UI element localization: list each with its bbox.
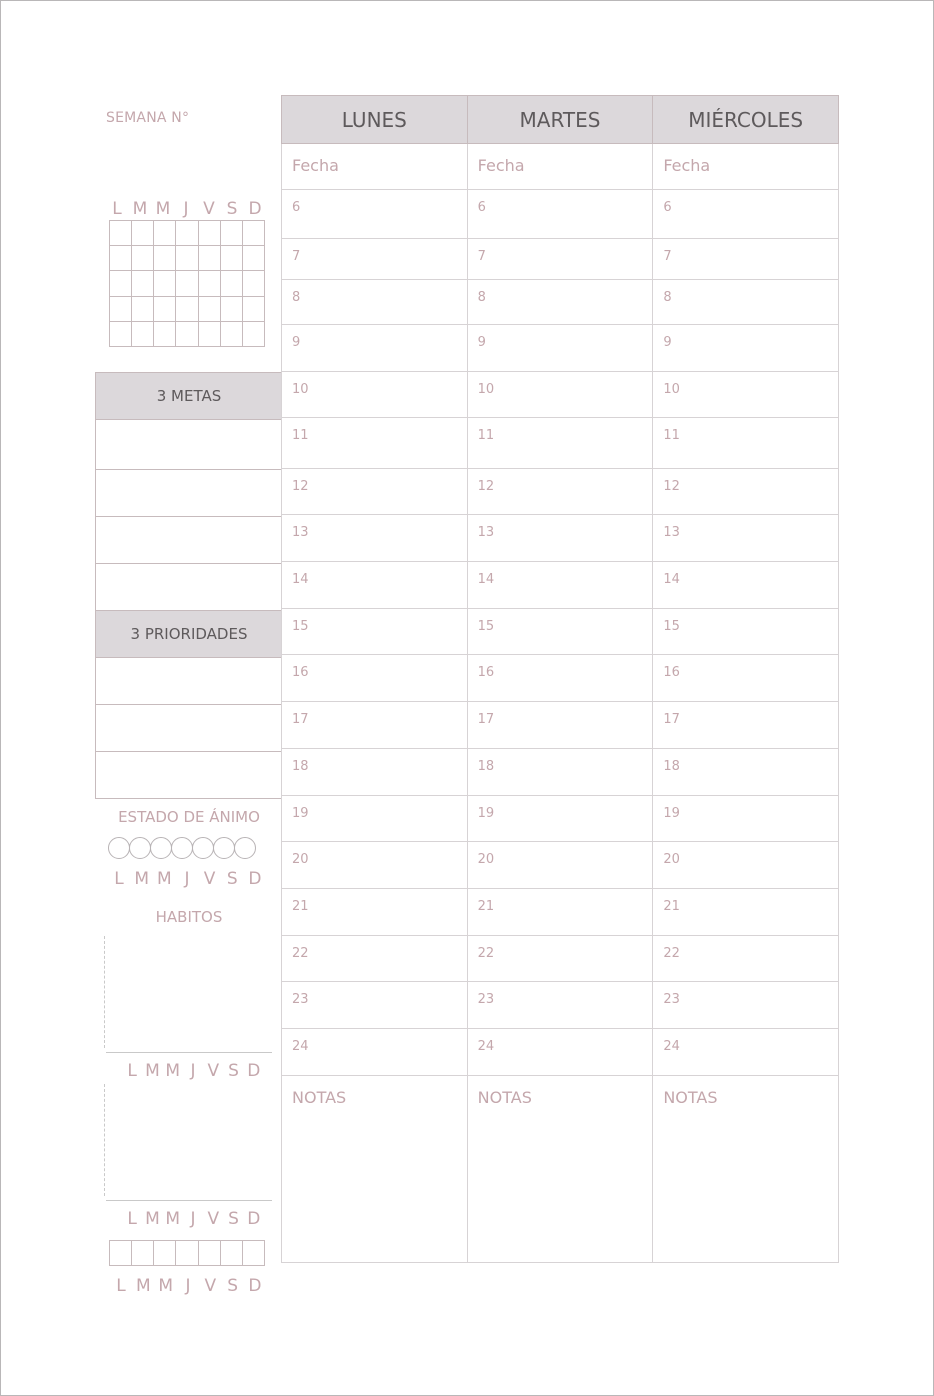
mini-calendar-cell[interactable] <box>154 297 176 322</box>
goal-line[interactable] <box>96 420 282 470</box>
hour-label: 16 <box>663 665 680 680</box>
weekday-letter: D <box>248 869 262 889</box>
hour-label: 11 <box>292 428 309 443</box>
hour-row <box>282 469 839 515</box>
habit-chart-y-axis <box>104 1084 105 1196</box>
date-cell[interactable] <box>653 144 839 190</box>
hour-label: 13 <box>663 525 680 540</box>
hour-label: 23 <box>477 992 495 1007</box>
mini-calendar-cell[interactable] <box>132 297 154 322</box>
hour-label: 17 <box>477 712 495 727</box>
hour-row <box>282 796 839 842</box>
mini-calendar-cell[interactable] <box>154 322 176 347</box>
hour-row <box>282 889 839 936</box>
hour-row <box>282 515 839 562</box>
day-header-row <box>282 96 839 144</box>
habit-day-box[interactable] <box>199 1241 221 1265</box>
notes-label: NOTAS <box>477 1088 532 1107</box>
weekday-letter: V <box>207 1061 220 1081</box>
date-label: Fecha <box>663 156 711 175</box>
hour-slot[interactable] <box>282 655 468 702</box>
hour-row <box>282 190 839 239</box>
hour-slot[interactable] <box>282 469 468 515</box>
hour-slot[interactable] <box>467 562 653 609</box>
hour-label: 20 <box>663 852 680 867</box>
mini-calendar-cell[interactable] <box>199 322 221 347</box>
weekday-letter: J <box>190 1061 196 1081</box>
hour-slot[interactable] <box>282 562 468 609</box>
hour-label: 13 <box>292 525 309 540</box>
hour-label: 21 <box>663 899 680 914</box>
mood-weekday-letters <box>108 869 266 889</box>
mood-circle[interactable] <box>150 837 172 859</box>
hour-label: 8 <box>663 290 672 305</box>
weekday-letter: J <box>185 1276 191 1296</box>
hour-row <box>282 749 839 796</box>
weekday-letter: S <box>226 199 238 219</box>
goals-section <box>95 372 282 611</box>
notes-label: NOTAS <box>663 1088 718 1107</box>
mini-calendar-cell[interactable] <box>110 221 132 246</box>
hour-label: 23 <box>292 992 309 1007</box>
weekday-letter: S <box>228 1061 239 1081</box>
notes-label: NOTAS <box>292 1088 347 1107</box>
weekday-letter: L <box>127 1061 137 1081</box>
hour-slot[interactable] <box>653 469 839 515</box>
hour-slot[interactable] <box>653 239 839 280</box>
mini-calendar-cell[interactable] <box>243 221 265 246</box>
hour-slot[interactable] <box>653 562 839 609</box>
hour-slot[interactable] <box>282 609 468 655</box>
hour-row <box>282 325 839 372</box>
mini-calendar-cell[interactable] <box>132 322 154 347</box>
hour-label: 24 <box>663 1039 680 1054</box>
hour-label: 8 <box>477 290 486 305</box>
day-header-tuesday: MARTES <box>467 96 653 144</box>
priorities-section <box>95 610 282 799</box>
hour-label: 10 <box>477 382 495 397</box>
hour-label: 14 <box>292 572 309 587</box>
weekday-letter: S <box>226 869 238 889</box>
hour-slot[interactable] <box>282 889 468 936</box>
date-label: Fecha <box>292 156 339 175</box>
day-header-monday: LUNES <box>282 96 468 144</box>
hour-slot[interactable] <box>467 889 653 936</box>
weekday-letter: D <box>248 199 262 219</box>
habit-chart-y-axis <box>104 936 105 1048</box>
hour-label: 12 <box>477 479 495 494</box>
weekday-letter: J <box>190 1209 196 1229</box>
hour-label: 16 <box>477 665 495 680</box>
hour-label: 12 <box>292 479 309 494</box>
hour-label: 19 <box>663 806 680 821</box>
hour-label: 10 <box>292 382 309 397</box>
hour-label: 18 <box>663 759 680 774</box>
weekday-letter: D <box>247 1061 261 1081</box>
goal-line[interactable] <box>96 564 282 611</box>
hour-label: 22 <box>292 946 309 961</box>
mini-calendar-cell[interactable] <box>132 271 154 296</box>
hour-label: 8 <box>292 290 301 305</box>
mini-calendar-cell[interactable] <box>221 297 243 322</box>
mini-calendar-cell[interactable] <box>110 297 132 322</box>
hour-label: 9 <box>477 335 486 350</box>
hour-row <box>282 702 839 749</box>
hour-label: 18 <box>477 759 495 774</box>
mood-title: ESTADO DE ÁNIMO <box>118 808 260 826</box>
hour-label: 6 <box>663 200 672 215</box>
weekday-letter: V <box>207 1209 220 1229</box>
mini-calendar-cell[interactable] <box>199 271 221 296</box>
weekday-letter: J <box>184 869 190 889</box>
hour-slot[interactable] <box>467 702 653 749</box>
weekday-letter: M <box>145 1061 160 1081</box>
hour-label: 22 <box>663 946 680 961</box>
habits-title: HABITOS <box>155 908 223 926</box>
mini-calendar-cell[interactable] <box>176 297 198 322</box>
hour-row <box>282 609 839 655</box>
hour-slot[interactable] <box>653 796 839 842</box>
hour-slot[interactable] <box>653 372 839 418</box>
hour-slot[interactable] <box>653 280 839 325</box>
mood-circle[interactable] <box>192 837 214 859</box>
mini-calendar-cell[interactable] <box>221 322 243 347</box>
hour-label: 15 <box>477 619 495 634</box>
hour-slot[interactable] <box>467 372 653 418</box>
hour-label: 19 <box>292 806 309 821</box>
hour-slot[interactable] <box>467 655 653 702</box>
weekday-letter: M <box>165 1061 181 1081</box>
habit-chart-weekday-letters <box>122 1061 264 1081</box>
weekday-letter: M <box>155 199 171 219</box>
hour-label: 17 <box>663 712 680 727</box>
day-header-wednesday: MIÉRCOLES <box>653 96 839 144</box>
hour-slot[interactable] <box>653 655 839 702</box>
hour-slot[interactable] <box>653 842 839 889</box>
hour-label: 21 <box>292 899 309 914</box>
hour-slot[interactable] <box>282 515 468 562</box>
notes-row <box>282 1076 839 1263</box>
hour-label: 12 <box>663 479 680 494</box>
hour-slot[interactable] <box>653 609 839 655</box>
hour-slot[interactable] <box>282 842 468 889</box>
hour-label: 7 <box>292 249 301 264</box>
hour-label: 21 <box>477 899 495 914</box>
mini-calendar-cell[interactable] <box>243 322 265 347</box>
hour-slot[interactable] <box>653 325 839 372</box>
calendar-weekday-letters <box>106 199 266 219</box>
mini-calendar-cell[interactable] <box>154 271 176 296</box>
date-cell[interactable] <box>282 144 468 190</box>
hour-label: 24 <box>292 1039 309 1054</box>
mood-circle[interactable] <box>108 837 130 859</box>
mini-calendar-cell[interactable] <box>243 297 265 322</box>
weekday-letter: V <box>203 869 216 889</box>
date-cell[interactable] <box>467 144 653 190</box>
mood-circle[interactable] <box>234 837 256 859</box>
mini-calendar-cell[interactable] <box>221 271 243 296</box>
mini-calendar-cell[interactable] <box>243 246 265 271</box>
hour-slot[interactable] <box>282 1029 468 1076</box>
goal-line[interactable] <box>96 470 282 517</box>
hour-label: 20 <box>477 852 495 867</box>
hour-label: 15 <box>663 619 680 634</box>
weekday-letter: L <box>116 1276 126 1296</box>
mini-calendar-cell[interactable] <box>132 221 154 246</box>
weekday-letter: M <box>134 869 149 889</box>
habit-chart-x-axis <box>106 1052 272 1053</box>
habit-day-box[interactable] <box>110 1241 132 1265</box>
weekday-letter: L <box>112 199 122 219</box>
date-label: Fecha <box>477 156 525 175</box>
hour-row <box>282 842 839 889</box>
habit-day-box[interactable] <box>176 1241 198 1265</box>
weekday-letter: M <box>165 1209 181 1229</box>
hour-slot[interactable] <box>467 796 653 842</box>
hour-row <box>282 418 839 469</box>
daily-schedule-table <box>281 95 839 1263</box>
hour-label: 18 <box>292 759 309 774</box>
hour-row <box>282 372 839 418</box>
hour-label: 11 <box>663 428 680 443</box>
mood-circles <box>108 837 255 859</box>
mood-circle[interactable] <box>171 837 193 859</box>
hour-slot[interactable] <box>282 749 468 796</box>
goals-title: 3 METAS <box>96 372 282 420</box>
date-row <box>282 144 839 190</box>
mini-calendar-cell[interactable] <box>110 322 132 347</box>
hour-slot[interactable] <box>282 190 468 239</box>
habit-chart-weekday-letters <box>122 1209 264 1229</box>
goal-line[interactable] <box>96 517 282 564</box>
hour-row <box>282 936 839 982</box>
hour-slot[interactable] <box>467 325 653 372</box>
weekday-letter: S <box>227 1276 239 1296</box>
hour-label: 9 <box>292 335 301 350</box>
hour-slot[interactable] <box>653 702 839 749</box>
habit-chart-x-axis <box>106 1200 272 1201</box>
priority-line[interactable] <box>96 705 282 752</box>
mini-calendar-cell[interactable] <box>199 246 221 271</box>
hour-slot[interactable] <box>653 1029 839 1076</box>
hour-label: 6 <box>477 200 486 215</box>
weekday-letter: M <box>135 1276 151 1296</box>
hour-slot[interactable] <box>467 280 653 325</box>
weekday-letter: J <box>183 199 189 219</box>
hour-slot[interactable] <box>653 515 839 562</box>
hour-slot[interactable] <box>467 609 653 655</box>
weekday-letter: L <box>114 869 124 889</box>
mini-calendar-cell[interactable] <box>110 271 132 296</box>
hour-label: 9 <box>663 335 672 350</box>
hour-slot[interactable] <box>282 702 468 749</box>
hour-slot[interactable] <box>653 936 839 982</box>
hour-slot[interactable] <box>467 936 653 982</box>
hour-slot[interactable] <box>467 842 653 889</box>
hour-slot[interactable] <box>282 325 468 372</box>
hour-slot[interactable] <box>282 796 468 842</box>
hour-label: 6 <box>292 200 301 215</box>
habit-day-box[interactable] <box>221 1241 243 1265</box>
hour-row <box>282 280 839 325</box>
notes-cell[interactable] <box>282 1076 468 1263</box>
mini-calendar-cell[interactable] <box>176 322 198 347</box>
hour-row <box>282 982 839 1029</box>
mini-calendar-cell[interactable] <box>154 221 176 246</box>
hour-slot[interactable] <box>467 469 653 515</box>
weekday-letter: D <box>247 1209 261 1229</box>
hour-label: 14 <box>663 572 680 587</box>
hour-slot[interactable] <box>467 515 653 562</box>
mini-calendar-cell[interactable] <box>176 271 198 296</box>
mini-calendar-cell[interactable] <box>199 221 221 246</box>
hour-slot[interactable] <box>282 280 468 325</box>
weekday-letter: L <box>127 1209 137 1229</box>
hour-label: 7 <box>663 249 672 264</box>
mini-calendar-cell[interactable] <box>176 221 198 246</box>
hour-label: 7 <box>477 249 486 264</box>
mini-calendar-cell[interactable] <box>176 246 198 271</box>
hour-slot[interactable] <box>282 936 468 982</box>
hour-label: 23 <box>663 992 680 1007</box>
hour-slot[interactable] <box>653 982 839 1029</box>
mini-calendar-cell[interactable] <box>221 221 243 246</box>
mini-calendar-cell[interactable] <box>132 246 154 271</box>
hour-row <box>282 239 839 280</box>
hour-label: 10 <box>663 382 680 397</box>
weekday-letter: V <box>204 1276 217 1296</box>
habit-day-box[interactable] <box>154 1241 176 1265</box>
hour-slot[interactable] <box>653 889 839 936</box>
habit-day-box[interactable] <box>132 1241 154 1265</box>
hour-label: 22 <box>477 946 495 961</box>
hour-slot[interactable] <box>467 1029 653 1076</box>
weekday-letter: M <box>158 1276 173 1296</box>
priority-line[interactable] <box>96 658 282 705</box>
hour-label: 15 <box>292 619 309 634</box>
hour-row <box>282 1029 839 1076</box>
mini-calendar-cell[interactable] <box>110 246 132 271</box>
hour-row <box>282 562 839 609</box>
hour-slot[interactable] <box>282 239 468 280</box>
hour-label: 16 <box>292 665 309 680</box>
hour-label: 20 <box>292 852 309 867</box>
weekday-letter: M <box>132 199 148 219</box>
hour-slot[interactable] <box>467 239 653 280</box>
mini-calendar-grid[interactable] <box>109 220 265 347</box>
hour-slot[interactable] <box>467 418 653 469</box>
mini-calendar-cell[interactable] <box>199 297 221 322</box>
hour-slot[interactable] <box>467 749 653 796</box>
habit-tracker-strip <box>109 1240 265 1266</box>
hour-slot[interactable] <box>653 190 839 239</box>
notes-cell[interactable] <box>653 1076 839 1263</box>
strip-weekday-letters <box>110 1276 266 1296</box>
hour-label: 17 <box>292 712 309 727</box>
priority-line[interactable] <box>96 752 282 799</box>
weekday-letter: M <box>145 1209 160 1229</box>
hour-label: 14 <box>477 572 495 587</box>
mood-circle[interactable] <box>213 837 235 859</box>
weekday-letter: M <box>156 869 172 889</box>
hour-slot[interactable] <box>282 982 468 1029</box>
mini-calendar-cell[interactable] <box>221 246 243 271</box>
hour-slot[interactable] <box>467 190 653 239</box>
mini-calendar-cell[interactable] <box>154 246 176 271</box>
hour-label: 13 <box>477 525 495 540</box>
priorities-title: 3 PRIORIDADES <box>96 610 282 658</box>
hour-label: 11 <box>477 428 495 443</box>
hour-label: 19 <box>477 806 495 821</box>
hour-slot[interactable] <box>653 418 839 469</box>
notes-cell[interactable] <box>467 1076 653 1263</box>
hour-label: 24 <box>477 1039 495 1054</box>
hour-slot[interactable] <box>282 418 468 469</box>
hour-slot[interactable] <box>467 982 653 1029</box>
weekday-letter: D <box>248 1276 262 1296</box>
mood-circle[interactable] <box>129 837 151 859</box>
hour-slot[interactable] <box>653 749 839 796</box>
mini-calendar-cell[interactable] <box>243 271 265 296</box>
week-number-label: SEMANA N° <box>106 110 190 126</box>
weekday-letter: V <box>203 199 215 219</box>
hour-slot[interactable] <box>282 372 468 418</box>
weekday-letter: S <box>228 1209 239 1229</box>
habit-day-box[interactable] <box>243 1241 265 1265</box>
hour-row <box>282 655 839 702</box>
